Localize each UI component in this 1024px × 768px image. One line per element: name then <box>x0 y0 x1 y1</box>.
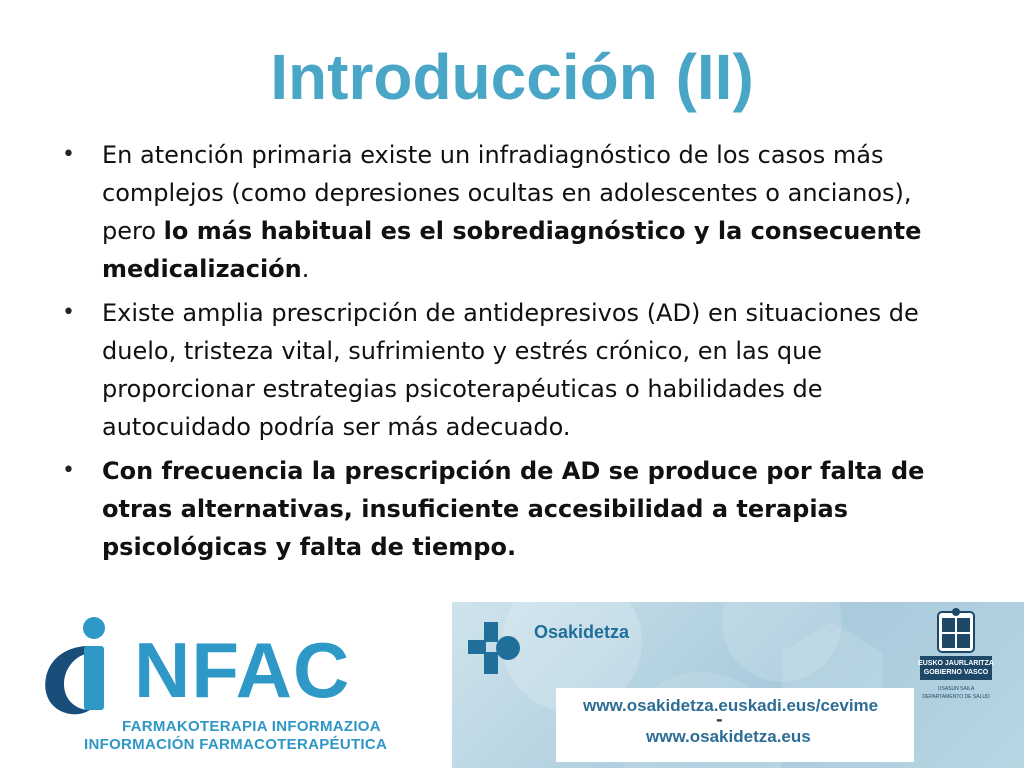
osakidetza-label: Osakidetza <box>534 622 630 642</box>
osakidetza-url-link[interactable]: www.osakidetza.eus <box>646 727 811 746</box>
bullet-text-run: . <box>301 255 310 283</box>
bullet-text <box>102 299 919 441</box>
bullet-item-2 <box>62 294 962 446</box>
bullet-item-1 <box>62 136 962 288</box>
bullet-bold-run: lo más habitual es el sobrediagnóstico y la consecuente medicalización <box>102 217 922 283</box>
bullet-text <box>102 457 924 561</box>
gov-dept-spanish: DEPARTAMENTO DE SALUD <box>922 694 990 700</box>
infac-wordmark: NFAC <box>134 626 351 714</box>
gov-name-spanish: GOBIERNO VASCO <box>923 669 989 676</box>
infac-tagline-spanish: INFORMACIÓN FARMACOTERAPÉUTICA <box>84 736 388 753</box>
bullet-marker: • <box>62 300 75 325</box>
gov-dept-basque: OSASUN SAILA <box>937 686 975 692</box>
url-separator: - <box>716 710 723 729</box>
cevime-url-link[interactable]: www.osakidetza.euskadi.eus/cevime <box>583 696 879 715</box>
bullet-item-3 <box>62 452 962 566</box>
infac-i-icon <box>38 612 138 722</box>
bullet-text-run: Existe amplia prescripción de antidepresivos (AD) en situaciones de duelo, tristeza vital, sufrimiento y estrés crónico, en las que proporcionar estrategias psicoterapéuticas o habilidades de autocuidado podría ser más adecuado. <box>102 299 919 441</box>
infac-logo <box>38 612 388 762</box>
bullet-text <box>102 141 921 283</box>
bullet-bold-run: Con frecuencia la prescripción de AD se produce por falta de otras alternativas, insuficiente accesibilidad a terapias psicológicas y falta de tiempo. <box>102 457 925 561</box>
gobierno-vasco-logo <box>918 608 994 728</box>
slide-title: Introducción (II) <box>270 41 754 113</box>
coat-of-arms-icon <box>918 608 994 708</box>
bullet-list <box>62 136 962 572</box>
infac-tagline-basque: FARMAKOTERAPIA INFORMAZIOA <box>122 718 381 735</box>
bullet-marker: • <box>62 458 75 483</box>
gov-name-basque: EUSKO JAURLARITZA <box>918 660 994 667</box>
osakidetza-cross-icon <box>468 622 528 682</box>
bullet-marker: • <box>62 142 75 167</box>
bullet-text-run: En atención primaria existe un infradiagnóstico de los casos más complejos (como depresiones ocultas en adolescentes o ancianos), pero <box>102 141 912 245</box>
